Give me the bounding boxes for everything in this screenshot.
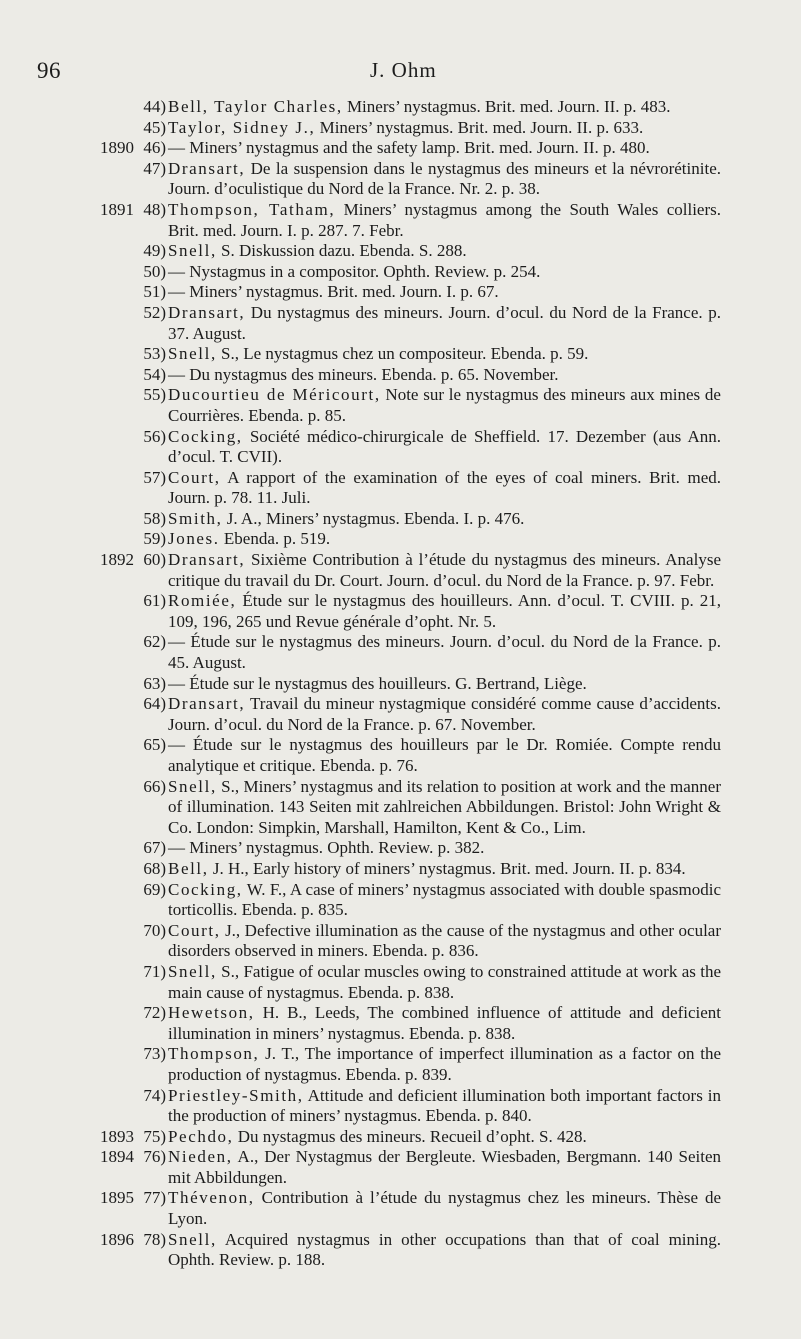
bibliography-entry (0, 632, 801, 673)
bibliography-entry (0, 303, 801, 344)
bibliography-entry (0, 262, 801, 283)
entry-author: Romiée, (168, 591, 237, 611)
entry-author: Cocking, (168, 879, 243, 899)
entry-number: 67) (143, 838, 166, 858)
bibliography-entry (0, 529, 801, 550)
entry-number: 49) (143, 241, 166, 261)
bibliography-entry (0, 365, 801, 386)
running-head: J. Ohm (370, 58, 437, 82)
entry-number: 73) (143, 1044, 166, 1064)
entry-author: Snell, (168, 961, 217, 981)
page-header (0, 58, 801, 88)
entry-year: 1894 (100, 1147, 134, 1167)
entry-number: 63) (143, 673, 166, 693)
entry-citation: — Du nystagmus des mineurs. Ebenda. p. 65. November. (168, 364, 559, 384)
entry-number: 75) (143, 1126, 166, 1146)
bibliography-list (0, 97, 801, 1271)
entry-number: 58) (143, 508, 166, 528)
entry-citation: Société médico-chirurgicale de Sheffield. 17. Dezember (aus Ann. d’ocul. T. CVII). (168, 426, 721, 467)
entry-number: 54) (143, 364, 166, 384)
entry-number: 65) (143, 735, 166, 755)
entry-number: 59) (143, 529, 166, 549)
bibliography-entry (0, 200, 801, 241)
entry-number: 76) (143, 1147, 166, 1167)
entry-year: 1893 (100, 1126, 134, 1146)
bibliography-entry (0, 1147, 801, 1188)
entry-citation: — Étude sur le nystagmus des mineurs. Journ. d’ocul. du Nord de la France. p. 45. August. (168, 632, 721, 673)
entry-year: 1890 (100, 138, 134, 158)
entry-author: Cocking, (168, 426, 243, 446)
bibliography-entry (0, 591, 801, 632)
entry-citation: Acquired nystagmus in other occupations than that of coal mining. Ophth. Review. p. 188. (168, 1229, 721, 1270)
entry-author: Dransart, (168, 694, 246, 714)
entry-citation: H. B., Leeds, The combined influence of attitude and deficient illumination in miners’ nystagmus. Ebenda. p. 838. (168, 1003, 721, 1043)
bibliography-entry (0, 159, 801, 200)
entry-number: 66) (143, 776, 166, 796)
entry-citation: Étude sur le nystagmus des houilleurs. Ann. d’ocul. T. CVIII. p. 21, 109, 196, 265 und Revue générale d’opht. Nr. 5. (168, 591, 721, 631)
entry-citation: — Étude sur le nystagmus des houilleurs par le Dr. Romiée. Compte rendu analytique et critique. Ebenda. p. 76. (168, 735, 721, 775)
entry-citation: S., Fatigue of ocular muscles owing to constrained attitude at work as the main cause of nystagmus. Ebenda. p. 838. (168, 961, 721, 1002)
entry-author: Ducourtieu de Méricourt, (168, 385, 381, 405)
entry-author: Court, (168, 467, 221, 487)
bibliography-entry (0, 468, 801, 509)
entry-author: Hewetson, (168, 1003, 255, 1023)
bibliography-entry (0, 694, 801, 735)
bibliography-entry (0, 1044, 801, 1085)
entry-author: Court, (168, 920, 221, 940)
bibliography-entry (0, 1188, 801, 1229)
entry-number: 50) (143, 261, 166, 281)
bibliography-entry (0, 1127, 801, 1148)
bibliography-entry (0, 777, 801, 839)
entry-author: Priestley-Smith, (168, 1085, 304, 1105)
entry-citation: — Miners’ nystagmus. Brit. med. Journ. I. p. 67. (168, 282, 499, 302)
bibliography-entry (0, 1230, 801, 1271)
bibliography-entry (0, 344, 801, 365)
bibliography-entry (0, 118, 801, 139)
bibliography-entry (0, 880, 801, 921)
entry-citation: Du nystagmus des mineurs. Journ. d’ocul. du Nord de la France. p. 37. August. (168, 302, 721, 343)
entry-citation: Miners’ nystagmus. Brit. med. Journ. II. p. 483. (342, 97, 671, 116)
entry-citation: A rapport of the examination of the eyes of coal miners. Brit. med. Journ. p. 78. 11. Juli. (168, 467, 721, 508)
entry-number: 68) (143, 858, 166, 878)
bibliography-entry (0, 1086, 801, 1127)
entry-citation: Note sur le nystagmus des mineurs aux mines de Courrières. Ebenda. p. 85. (168, 385, 721, 425)
entry-author: Snell, (168, 1229, 217, 1249)
entry-author: Snell, (168, 344, 217, 364)
entry-number: 56) (143, 426, 166, 446)
entry-number: 45) (143, 117, 166, 137)
entry-number: 72) (143, 1003, 166, 1023)
entry-number: 47) (143, 158, 166, 178)
bibliography-entry (0, 241, 801, 262)
entry-year: 1892 (100, 550, 134, 570)
bibliography-entry (0, 427, 801, 468)
entry-number: 61) (143, 591, 166, 611)
entry-number: 53) (143, 344, 166, 364)
bibliography-entry (0, 282, 801, 303)
entry-citation: J. H., Early history of miners’ nystagmus. Brit. med. Journ. II. p. 834. (208, 858, 686, 878)
bibliography-entry (0, 838, 801, 859)
entry-author: Taylor, Sidney J., (168, 117, 316, 137)
entry-citation: Attitude and deficient illumination both important factors in the production of miners’ nystagmus. Ebenda. p. 840. (168, 1085, 721, 1126)
entry-author: Bell, Taylor Charles, (168, 97, 343, 116)
entry-citation: J. A., Miners’ nystagmus. Ebenda. I. p. 476. (222, 508, 525, 528)
entry-citation: — Étude sur le nystagmus des houilleurs. G. Bertrand, Liège. (168, 673, 587, 693)
bibliography-entry (0, 138, 801, 159)
entry-year: 1891 (100, 199, 134, 219)
bibliography-entry (0, 97, 801, 118)
entry-number: 46) (143, 138, 166, 158)
entry-year: 1895 (100, 1188, 134, 1208)
entry-number: 64) (143, 694, 166, 714)
entry-number: 74) (143, 1085, 166, 1105)
entry-author: Thévenon, (168, 1188, 255, 1208)
page-number: 96 (37, 58, 61, 83)
entry-citation: De la suspension dans le nystagmus des mineurs et la névrorétinite. Journ. d’oculistique du Nord de la France. Nr. 2. p. 38. (168, 158, 721, 199)
entry-citation: Contribution à l’étude du nystagmus chez les mineurs. Thèse de Lyon. (168, 1188, 721, 1229)
entry-citation: A., Der Nystagmus der Bergleute. Wiesbaden, Bergmann. 140 Seiten mit Abbildungen. (168, 1147, 721, 1187)
bibliography-entry (0, 550, 801, 591)
entry-author: Jones. (168, 529, 220, 549)
entry-citation: Miners’ nystagmus among the South Wales colliers. Brit. med. Journ. I. p. 287. 7. Febr. (168, 199, 721, 240)
entry-author: Nieden, (168, 1147, 233, 1167)
entry-author: Thompson, (168, 1044, 260, 1064)
entry-citation: Travail du mineur nystagmique considéré comme cause d’accidents. Journ. d’ocul. du Nord de la France. p. 67. November. (168, 694, 721, 734)
entry-author: Thompson, Tatham, (168, 199, 336, 219)
entry-citation: W. F., A case of miners’ nystagmus associated with double spasmodic torticollis. Ebenda. p. 835. (168, 879, 721, 920)
entry-number: 78) (143, 1229, 166, 1249)
bibliography-entry (0, 921, 801, 962)
bibliography-entry (0, 1003, 801, 1044)
entry-number: 70) (143, 920, 166, 940)
entry-citation: — Miners’ nystagmus and the safety lamp. Brit. med. Journ. II. p. 480. (168, 138, 650, 158)
entry-citation: J. T., The importance of imperfect illumination as a factor on the production of nystagmus. Ebenda. p. 839. (168, 1044, 721, 1084)
entry-citation: — Miners’ nystagmus. Ophth. Review. p. 382. (168, 838, 485, 858)
entry-number: 71) (143, 961, 166, 981)
entry-citation: J., Defective illumination as the cause of the nystagmus and other ocular disorders observed in miners. Ebenda. p. 836. (168, 920, 721, 961)
entry-author: Dransart, (168, 302, 246, 322)
entry-author: Dransart, (168, 550, 246, 570)
entry-citation: Ebenda. p. 519. (219, 529, 331, 549)
entry-author: Snell, (168, 241, 217, 261)
entry-citation: Miners’ nystagmus. Brit. med. Journ. II. p. 633. (315, 117, 644, 137)
bibliography-entry (0, 859, 801, 880)
entry-number: 52) (143, 302, 166, 322)
entry-author: Bell, (168, 858, 209, 878)
entry-citation: Sixième Contribution à l’étude du nystagmus des mineurs. Analyse critique du travail du Dr. Court. Journ. d’ocul. du Nord de la France. p. 97. Febr. (168, 550, 721, 590)
entry-citation: S., Le nystagmus chez un compositeur. Ebenda. p. 59. (216, 344, 589, 364)
entry-number: 55) (143, 385, 166, 405)
entry-citation: — Nystagmus in a compositor. Ophth. Review. p. 254. (168, 261, 541, 281)
entry-author: Pechdo, (168, 1126, 234, 1146)
entry-citation: S. Diskussion dazu. Ebenda. S. 288. (216, 241, 467, 261)
entry-year: 1896 (100, 1229, 134, 1249)
entry-number: 57) (143, 467, 166, 487)
entry-author: Smith, (168, 508, 223, 528)
entry-number: 48) (143, 199, 166, 219)
entry-citation: S., Miners’ nystagmus and its relation to position at work and the manner of illumination. 143 Seiten mit zahlreichen Abbildungen. Bristol: John Wright & Co. London: Simpkin, Marshall, Hamilton, Kent & Co., Lim. (168, 776, 721, 837)
bibliography-entry (0, 385, 801, 426)
entry-number: 44) (143, 97, 166, 116)
bibliography-entry (0, 509, 801, 530)
bibliography-entry (0, 674, 801, 695)
entry-author: Dransart, (168, 158, 246, 178)
entry-number: 77) (143, 1188, 166, 1208)
entry-number: 60) (143, 550, 166, 570)
bibliography-entry (0, 735, 801, 776)
bibliography-entry (0, 962, 801, 1003)
entry-author: Snell, (168, 776, 217, 796)
entry-citation: Du nystagmus des mineurs. Recueil d’opht. S. 428. (233, 1126, 587, 1146)
entry-number: 69) (143, 879, 166, 899)
entry-number: 62) (143, 632, 166, 652)
entry-number: 51) (143, 282, 166, 302)
